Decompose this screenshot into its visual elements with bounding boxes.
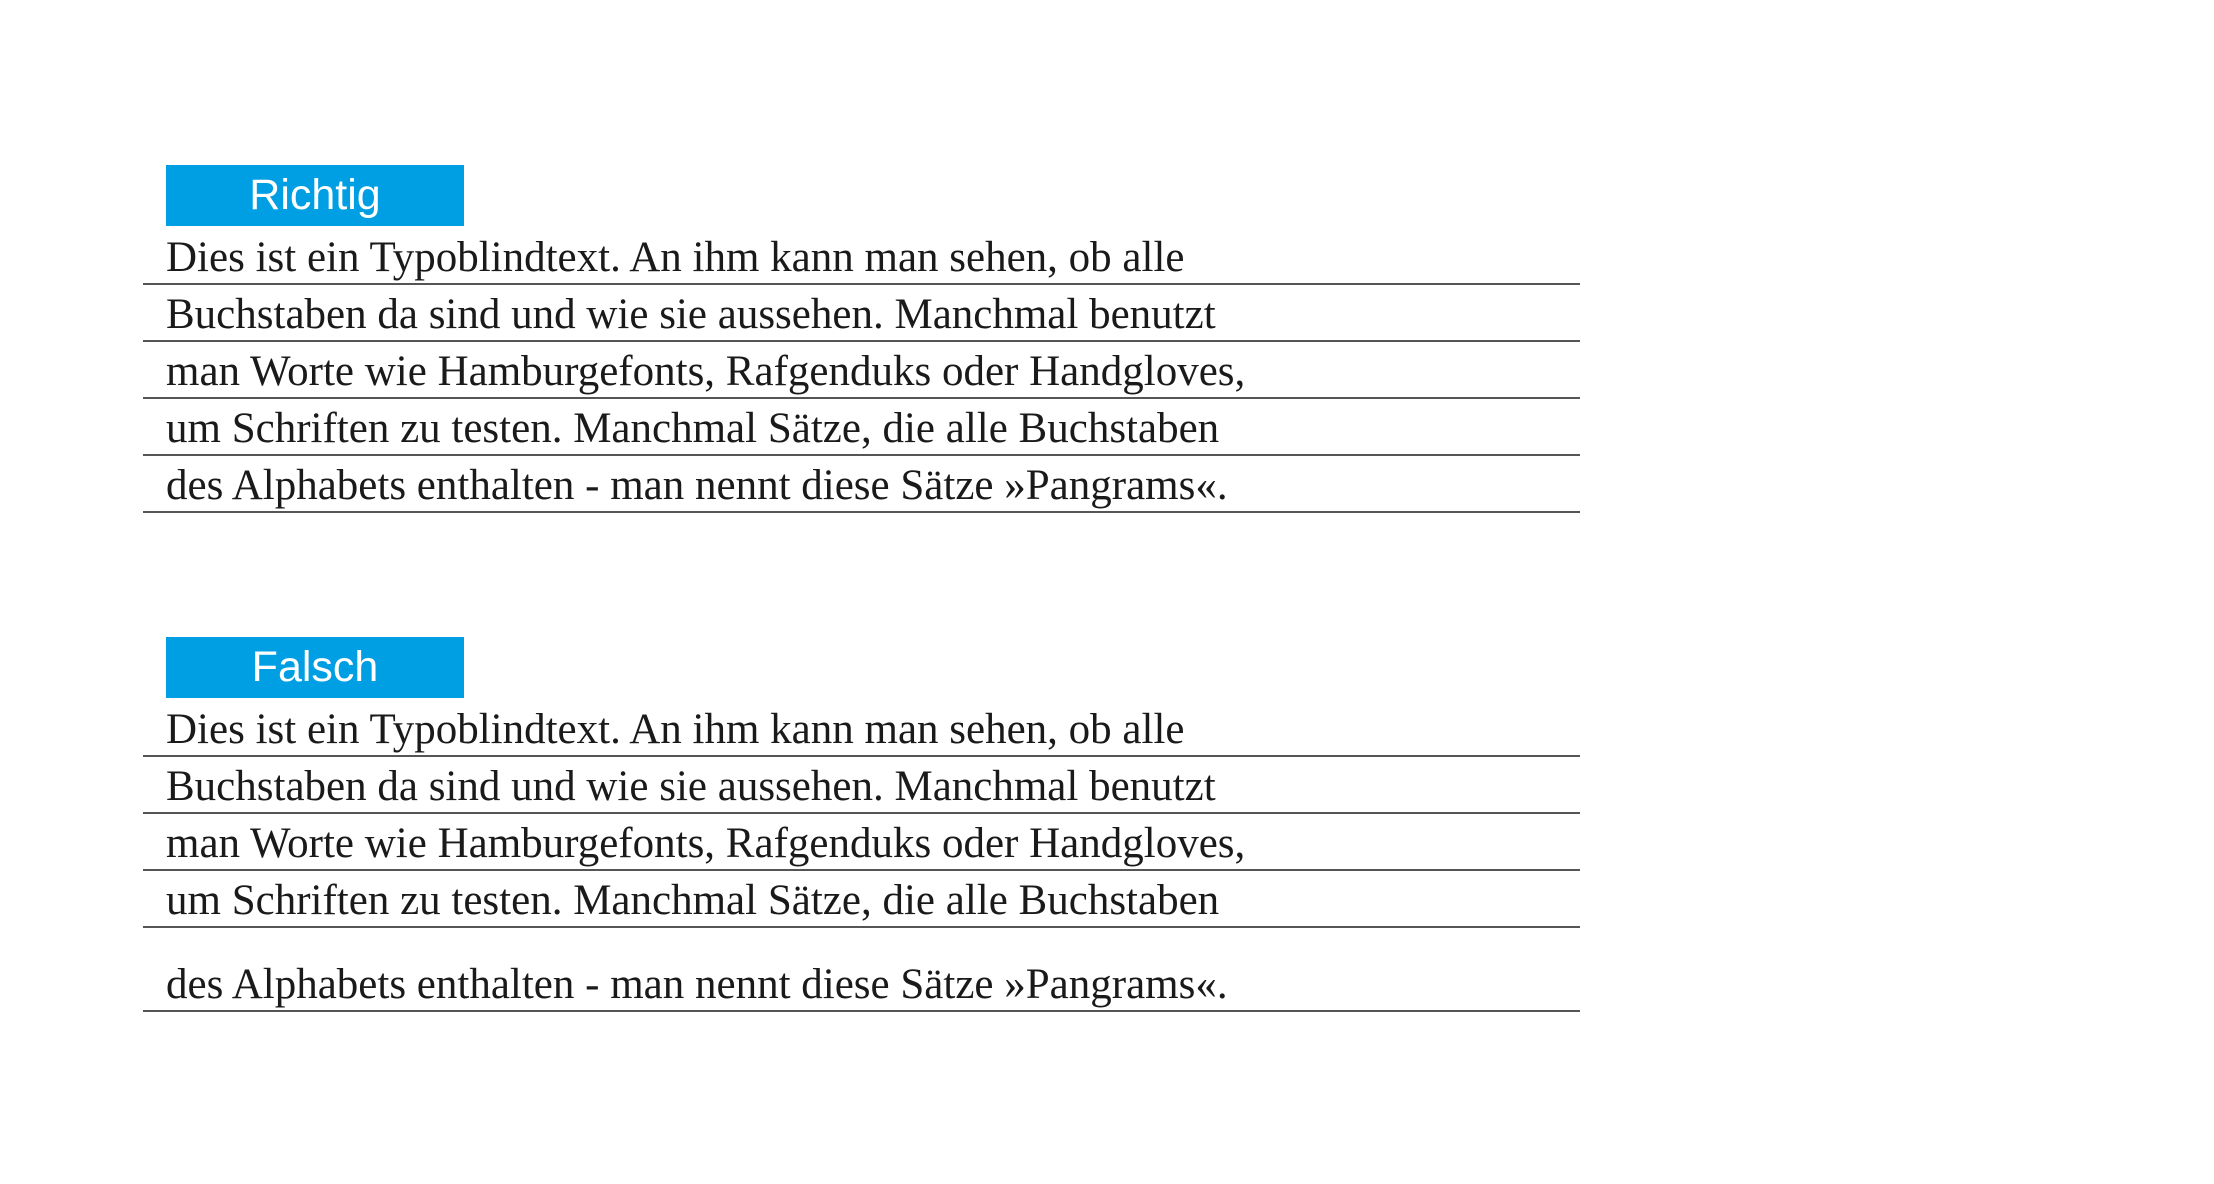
text-line-content: Buchstaben da sind und wie sie aussehen. Manchmal benutzt (166, 291, 1216, 338)
label-wrong: Falsch (166, 637, 464, 698)
text-line-content: des Alphabets enthalten - man nennt diese Sätze »Pangrams«. (166, 462, 1228, 509)
text-line (143, 340, 1580, 399)
label-correct: Richtig (166, 165, 464, 226)
text-line-content: Buchstaben da sind und wie sie aussehen. Manchmal benutzt (166, 763, 1216, 810)
text-line (143, 926, 1580, 1012)
text-line (143, 397, 1580, 456)
text-line-content: um Schriften zu testen. Manchmal Sätze, die alle Buchstaben (166, 405, 1220, 452)
text-line-content: man Worte wie Hamburgefonts, Rafgenduks oder Handgloves, (166, 820, 1246, 867)
text-line (143, 812, 1580, 871)
text-line (143, 698, 1580, 757)
text-line (143, 226, 1580, 285)
text-line-content: um Schriften zu testen. Manchmal Sätze, die alle Buchstaben (166, 877, 1220, 924)
text-line (143, 454, 1580, 513)
text-line-content: Dies ist ein Typoblindtext. An ihm kann man sehen, ob alle (166, 234, 1185, 281)
text-line (143, 869, 1580, 928)
text-line-content: Dies ist ein Typoblindtext. An ihm kann man sehen, ob alle (166, 706, 1185, 753)
text-line (143, 755, 1580, 814)
text-line (143, 283, 1580, 342)
text-line-content: des Alphabets enthalten - man nennt diese Sätze »Pangrams«. (166, 961, 1228, 1008)
text-line-content: man Worte wie Hamburgefonts, Rafgenduks oder Handgloves, (166, 348, 1246, 395)
